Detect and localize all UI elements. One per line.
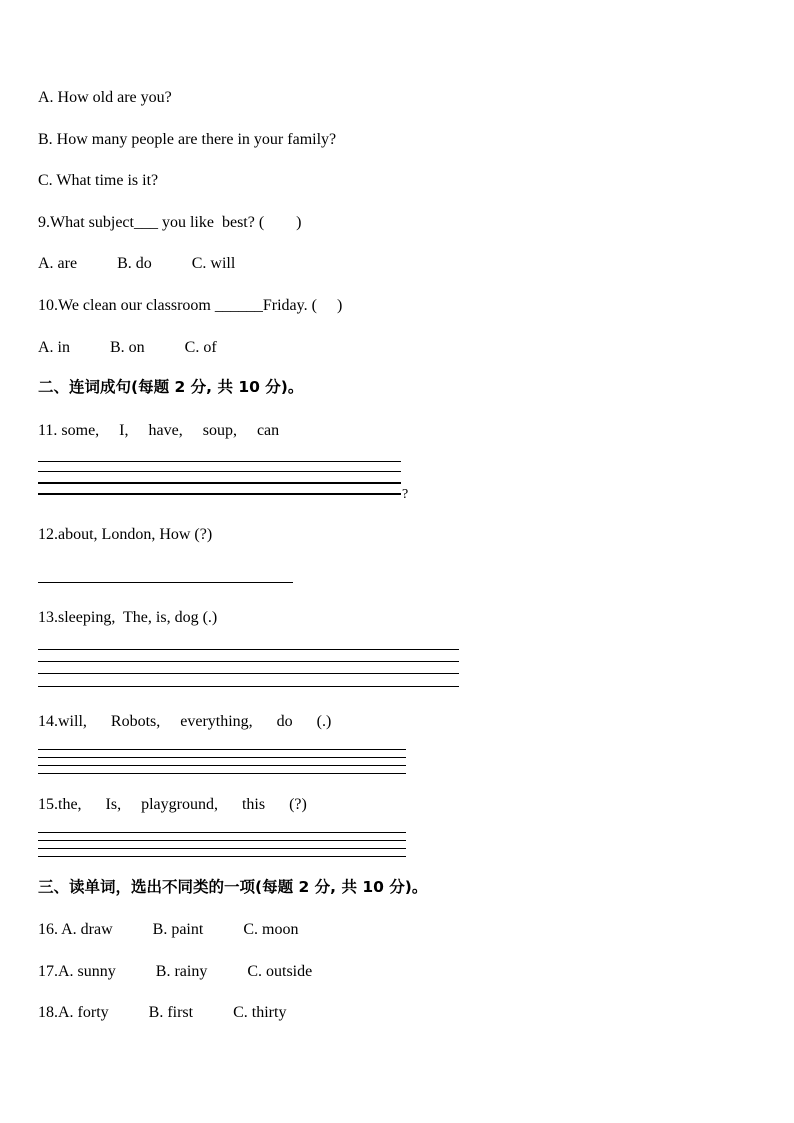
question-9-options: A. are B. do C. will xyxy=(38,255,236,272)
question-10-options: A. in B. on C. of xyxy=(38,339,217,356)
answer-line xyxy=(38,471,401,472)
question-9: 9.What subject___ you like best? ( ) xyxy=(38,214,302,231)
question-10: 10.We clean our classroom ______Friday. ( ) xyxy=(38,297,343,314)
section-2-heading: 二、连词成句(每题 2 分, 共 10 分)。 xyxy=(38,378,304,396)
answer-line xyxy=(38,765,406,766)
answer-line xyxy=(38,832,406,833)
answer-line xyxy=(38,661,459,662)
answer-line xyxy=(38,840,406,841)
question-13: 13.sleeping, The, is, dog (.) xyxy=(38,609,218,626)
answer-line xyxy=(38,856,406,857)
answer-line xyxy=(38,848,406,849)
question-17: 17.A. sunny B. rainy C. outside xyxy=(38,963,313,980)
option-b: B. How many people are there in your family? xyxy=(38,131,337,148)
answer-line xyxy=(38,482,401,484)
answer-line xyxy=(38,686,459,687)
question-12: 12.about, London, How (?) xyxy=(38,526,213,543)
option-a: A. How old are you? xyxy=(38,89,172,106)
question-16: 16. A. draw B. paint C. moon xyxy=(38,921,299,938)
question-11-mark: ? xyxy=(402,487,409,502)
question-14: 14.will, Robots, everything, do (.) xyxy=(38,713,332,730)
answer-line xyxy=(38,757,406,758)
answer-line xyxy=(38,673,459,674)
answer-line xyxy=(38,749,406,750)
answer-line xyxy=(38,649,459,650)
answer-line xyxy=(38,773,406,774)
option-c: C. What time is it? xyxy=(38,172,159,189)
question-11: 11. some, I, have, soup, can xyxy=(38,422,280,439)
answer-line xyxy=(38,461,401,462)
question-18: 18.A. forty B. first C. thirty xyxy=(38,1004,287,1021)
section-3-heading: 三、读单词，选出不同类的一项(每题 2 分, 共 10 分)。 xyxy=(38,878,428,896)
answer-line xyxy=(38,582,293,583)
answer-line xyxy=(38,493,401,495)
question-15: 15.the, Is, playground, this (?) xyxy=(38,796,307,813)
